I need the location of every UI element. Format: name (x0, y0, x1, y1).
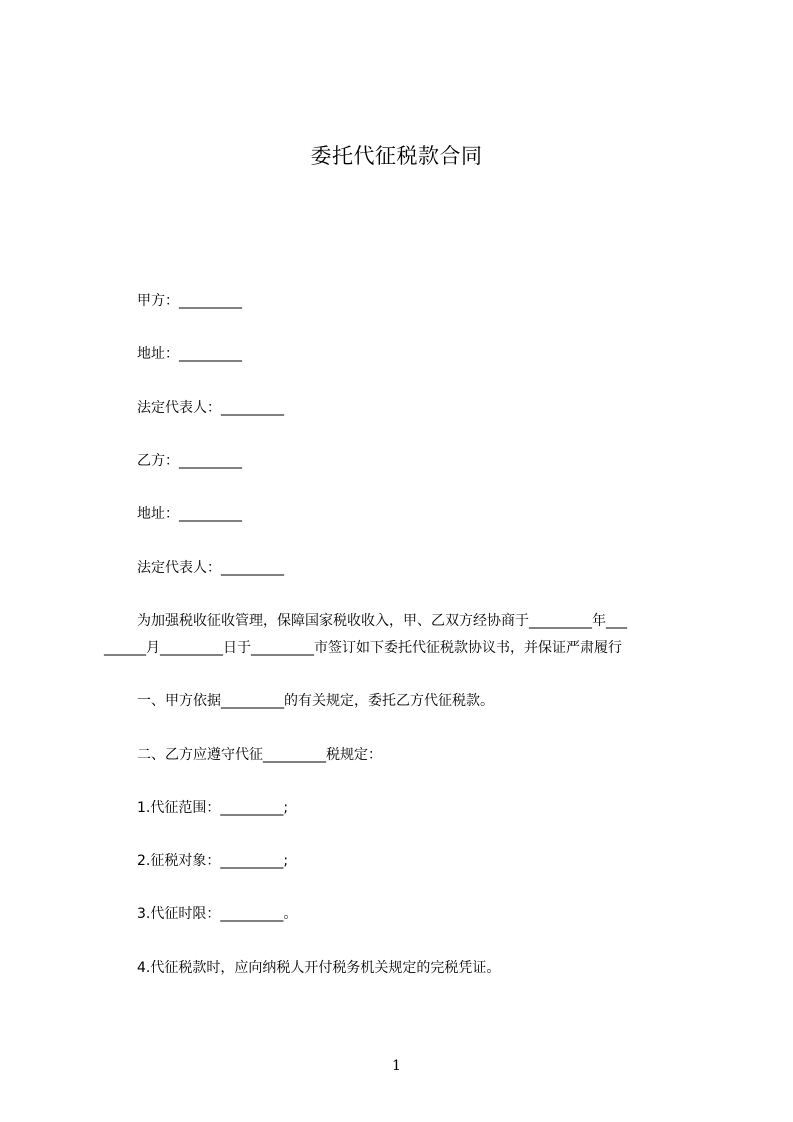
party-b-address-line: 地址：_________ (137, 506, 242, 522)
document-title: 委托代征税款合同 (310, 144, 483, 168)
clause-two-item-1: 1.代征范围：_________; (137, 800, 289, 816)
page-number: 1 (392, 1058, 401, 1074)
party-a-address-line: 地址：_________ (137, 346, 242, 362)
clause-two-item-2: 2.征税对象：_________; (137, 853, 289, 869)
party-b-name-line: 乙方：_________ (137, 453, 242, 469)
clause-one: 一、甲方依据_________的有关规定，委托乙方代征税款。 (137, 693, 494, 709)
clause-two: 二、乙方应遵守代征_________税规定： (137, 747, 382, 763)
intro-paragraph-line-2: ______月_________日于_________市签订如下委托代征税款协议书，并保证严肃履行 (104, 640, 622, 656)
party-a-representative-line: 法定代表人：_________ (137, 400, 284, 416)
party-b-representative-line: 法定代表人：_________ (137, 560, 284, 576)
intro-paragraph-line-1: 为加强税收征收管理，保障国家税收收入，甲、乙双方经协商于_________年___ (137, 613, 627, 629)
clause-two-item-3: 3.代征时限：_________。 (137, 906, 298, 922)
clause-two-item-4: 4.代征税款时，应向纳税人开付税务机关规定的完税凭证。 (137, 960, 501, 976)
party-a-name-line: 甲方：_________ (137, 293, 242, 309)
